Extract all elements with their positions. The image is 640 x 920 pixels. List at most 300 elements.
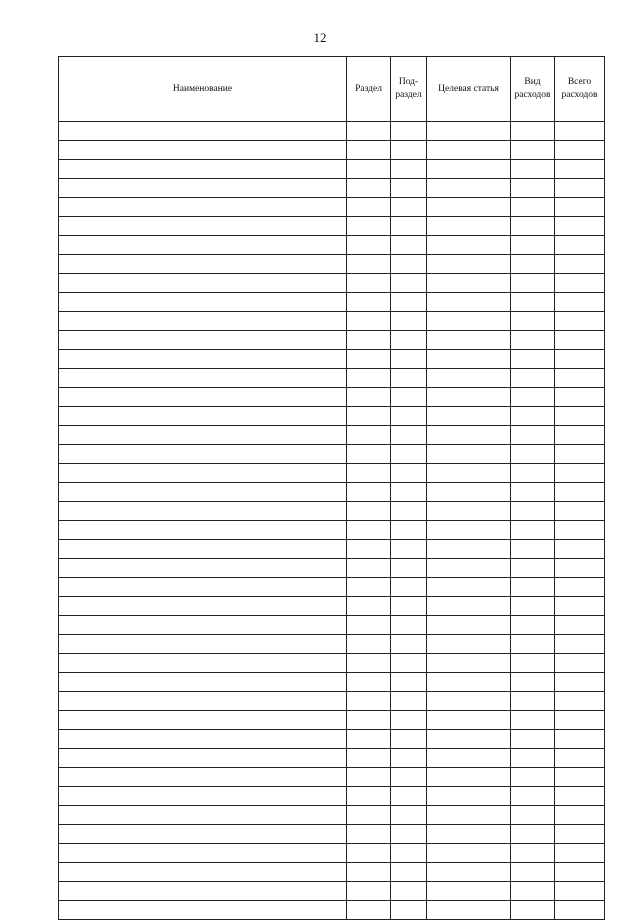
table-cell: [59, 901, 347, 920]
table-cell: [347, 559, 391, 578]
table-cell: [391, 844, 427, 863]
table-row: [59, 787, 605, 806]
table-cell: [59, 882, 347, 901]
table-cell: [511, 502, 555, 521]
table-cell: [427, 863, 511, 882]
table-cell: [555, 217, 605, 236]
table-row: [59, 901, 605, 920]
table-row: [59, 464, 605, 483]
table-cell: [347, 635, 391, 654]
table-cell: [391, 635, 427, 654]
table-cell: [511, 122, 555, 141]
table-row: [59, 236, 605, 255]
table-cell: [427, 464, 511, 483]
table-cell: [555, 844, 605, 863]
table-cell: [391, 578, 427, 597]
table-cell: [511, 616, 555, 635]
table-cell: [347, 236, 391, 255]
header-target-item: Целевая статья: [427, 57, 511, 122]
table-cell: [391, 559, 427, 578]
table-cell: [511, 521, 555, 540]
table-cell: [59, 426, 347, 445]
table-cell: [391, 236, 427, 255]
table-cell: [555, 141, 605, 160]
table-cell: [427, 635, 511, 654]
table-cell: [59, 141, 347, 160]
table-cell: [511, 597, 555, 616]
table-cell: [427, 236, 511, 255]
table-cell: [427, 274, 511, 293]
table-cell: [391, 673, 427, 692]
table-cell: [555, 749, 605, 768]
table-cell: [427, 616, 511, 635]
table-cell: [555, 388, 605, 407]
table-cell: [427, 293, 511, 312]
table-cell: [347, 616, 391, 635]
table-cell: [391, 521, 427, 540]
table-cell: [427, 350, 511, 369]
table-cell: [555, 293, 605, 312]
table-row: [59, 274, 605, 293]
table-cell: [511, 445, 555, 464]
table-cell: [427, 445, 511, 464]
table-cell: [427, 806, 511, 825]
table-cell: [347, 673, 391, 692]
table-cell: [427, 768, 511, 787]
table-cell: [347, 483, 391, 502]
table-row: [59, 312, 605, 331]
table-cell: [59, 445, 347, 464]
table-cell: [511, 426, 555, 445]
table-cell: [59, 673, 347, 692]
table-cell: [347, 293, 391, 312]
table-cell: [427, 597, 511, 616]
table-cell: [555, 426, 605, 445]
table-cell: [555, 578, 605, 597]
table-cell: [391, 901, 427, 920]
table-row: [59, 502, 605, 521]
table-header-row: [59, 57, 605, 122]
table-cell: [347, 445, 391, 464]
table-row: [59, 198, 605, 217]
table-cell: [427, 730, 511, 749]
table-cell: [511, 635, 555, 654]
table-cell: [511, 692, 555, 711]
table-cell: [555, 331, 605, 350]
table-cell: [511, 730, 555, 749]
table-cell: [391, 274, 427, 293]
table-cell: [511, 217, 555, 236]
table-cell: [59, 578, 347, 597]
table-cell: [347, 179, 391, 198]
table-cell: [391, 616, 427, 635]
table-cell: [511, 654, 555, 673]
table-cell: [59, 730, 347, 749]
table-cell: [347, 597, 391, 616]
table-row: [59, 122, 605, 141]
table-cell: [59, 331, 347, 350]
table-cell: [427, 407, 511, 426]
budget-table: [58, 56, 605, 920]
table-row: [59, 217, 605, 236]
table-cell: [59, 616, 347, 635]
table-cell: [347, 388, 391, 407]
table-cell: [511, 388, 555, 407]
table-cell: [555, 407, 605, 426]
header-expense-type: Вид расходов: [511, 57, 555, 122]
table-cell: [391, 369, 427, 388]
table-row: [59, 863, 605, 882]
table-cell: [555, 122, 605, 141]
table-cell: [347, 122, 391, 141]
table-cell: [555, 255, 605, 274]
table-cell: [427, 502, 511, 521]
table-cell: [555, 483, 605, 502]
table-cell: [59, 236, 347, 255]
table-cell: [427, 787, 511, 806]
table-cell: [427, 179, 511, 198]
table-cell: [555, 863, 605, 882]
table-cell: [427, 901, 511, 920]
table-cell: [347, 312, 391, 331]
table-cell: [391, 426, 427, 445]
table-cell: [59, 217, 347, 236]
table-cell: [59, 198, 347, 217]
table-cell: [555, 825, 605, 844]
table-row: [59, 749, 605, 768]
table-cell: [511, 274, 555, 293]
table-cell: [427, 160, 511, 179]
table-cell: [555, 692, 605, 711]
table-cell: [427, 692, 511, 711]
table-cell: [391, 331, 427, 350]
table-cell: [59, 293, 347, 312]
header-section: Раздел: [347, 57, 391, 122]
table-cell: [555, 635, 605, 654]
table-cell: [511, 141, 555, 160]
table-row: [59, 141, 605, 160]
header-subsection: Под-раздел: [391, 57, 427, 122]
table-cell: [391, 293, 427, 312]
table-cell: [347, 464, 391, 483]
table-cell: [511, 350, 555, 369]
table-row: [59, 483, 605, 502]
table-cell: [511, 293, 555, 312]
table-cell: [391, 464, 427, 483]
table-cell: [511, 312, 555, 331]
table-row: [59, 559, 605, 578]
table-cell: [511, 882, 555, 901]
table-cell: [555, 464, 605, 483]
table-cell: [427, 141, 511, 160]
table-cell: [555, 369, 605, 388]
table-cell: [347, 768, 391, 787]
table-row: [59, 597, 605, 616]
table-row: [59, 635, 605, 654]
table-cell: [427, 521, 511, 540]
table-cell: [59, 749, 347, 768]
table-cell: [511, 863, 555, 882]
table-cell: [59, 635, 347, 654]
table-row: [59, 445, 605, 464]
table-cell: [347, 521, 391, 540]
table-cell: [511, 768, 555, 787]
table-row: [59, 407, 605, 426]
table-cell: [59, 825, 347, 844]
table-cell: [347, 901, 391, 920]
table-cell: [391, 122, 427, 141]
table-cell: [391, 388, 427, 407]
table-cell: [427, 559, 511, 578]
table-cell: [59, 312, 347, 331]
table-row: [59, 331, 605, 350]
table-cell: [391, 768, 427, 787]
table-cell: [511, 711, 555, 730]
table-cell: [427, 426, 511, 445]
table-row: [59, 350, 605, 369]
table-row: [59, 844, 605, 863]
table-cell: [347, 426, 391, 445]
table-cell: [555, 673, 605, 692]
table-cell: [59, 806, 347, 825]
table-cell: [347, 540, 391, 559]
table-cell: [59, 388, 347, 407]
table-row: [59, 730, 605, 749]
table-cell: [391, 597, 427, 616]
table-cell: [555, 540, 605, 559]
table-row: [59, 293, 605, 312]
table-cell: [555, 160, 605, 179]
table-row: [59, 369, 605, 388]
table-cell: [511, 540, 555, 559]
table-row: [59, 616, 605, 635]
table-row: [59, 255, 605, 274]
table-cell: [427, 369, 511, 388]
table-row: [59, 768, 605, 787]
header-total: Всего расходов: [555, 57, 605, 122]
table-row: [59, 388, 605, 407]
page-number: 12: [313, 30, 327, 45]
table-cell: [391, 407, 427, 426]
table-cell: [511, 236, 555, 255]
table-row: [59, 673, 605, 692]
table-cell: [391, 882, 427, 901]
table-row: [59, 160, 605, 179]
table-cell: [59, 122, 347, 141]
table-cell: [347, 711, 391, 730]
table-cell: [555, 179, 605, 198]
table-cell: [555, 654, 605, 673]
table-cell: [59, 483, 347, 502]
table-cell: [555, 521, 605, 540]
table-cell: [347, 749, 391, 768]
table-cell: [555, 312, 605, 331]
table-cell: [427, 749, 511, 768]
table-cell: [347, 882, 391, 901]
table-cell: [511, 179, 555, 198]
table-row: [59, 578, 605, 597]
table-cell: [511, 749, 555, 768]
table-cell: [555, 198, 605, 217]
table-cell: [427, 578, 511, 597]
table-row: [59, 806, 605, 825]
table-cell: [59, 407, 347, 426]
table-cell: [555, 559, 605, 578]
table-cell: [391, 198, 427, 217]
table-cell: [555, 882, 605, 901]
table-cell: [347, 350, 391, 369]
table-cell: [427, 540, 511, 559]
table-cell: [59, 502, 347, 521]
table-cell: [427, 331, 511, 350]
table-cell: [555, 711, 605, 730]
table-cell: [347, 217, 391, 236]
table-cell: [59, 160, 347, 179]
table-cell: [511, 160, 555, 179]
table-cell: [347, 692, 391, 711]
table-cell: [511, 407, 555, 426]
table-row: [59, 179, 605, 198]
table-cell: [427, 388, 511, 407]
table-cell: [427, 882, 511, 901]
table-cell: [511, 331, 555, 350]
table-cell: [511, 844, 555, 863]
table-cell: [511, 255, 555, 274]
table-cell: [347, 198, 391, 217]
table-cell: [427, 122, 511, 141]
table-cell: [59, 179, 347, 198]
table-cell: [347, 825, 391, 844]
table-cell: [59, 369, 347, 388]
table-cell: [555, 445, 605, 464]
table-cell: [391, 692, 427, 711]
table-cell: [347, 274, 391, 293]
table-row: [59, 540, 605, 559]
table-cell: [391, 825, 427, 844]
table-cell: [59, 692, 347, 711]
table-cell: [391, 445, 427, 464]
table-cell: [511, 483, 555, 502]
table-row: [59, 711, 605, 730]
table-cell: [347, 654, 391, 673]
table-cell: [555, 787, 605, 806]
table-cell: [555, 806, 605, 825]
table-cell: [427, 825, 511, 844]
table-cell: [391, 141, 427, 160]
table-cell: [427, 255, 511, 274]
table-cell: [427, 198, 511, 217]
table-cell: [59, 464, 347, 483]
table-cell: [511, 198, 555, 217]
table-cell: [391, 350, 427, 369]
table-cell: [427, 711, 511, 730]
table-cell: [555, 274, 605, 293]
table-cell: [347, 806, 391, 825]
table-cell: [511, 464, 555, 483]
table-cell: [511, 825, 555, 844]
table-row: [59, 882, 605, 901]
header-name: Наименование: [59, 57, 347, 122]
table-cell: [59, 350, 347, 369]
table-cell: [59, 521, 347, 540]
table-cell: [347, 844, 391, 863]
table-cell: [391, 730, 427, 749]
table-cell: [59, 768, 347, 787]
table-cell: [59, 597, 347, 616]
table-cell: [391, 255, 427, 274]
table-cell: [391, 787, 427, 806]
table-cell: [347, 502, 391, 521]
table-cell: [59, 654, 347, 673]
table-cell: [391, 483, 427, 502]
table-cell: [347, 407, 391, 426]
table-cell: [347, 255, 391, 274]
table-cell: [59, 559, 347, 578]
table-cell: [427, 217, 511, 236]
table-cell: [391, 863, 427, 882]
table-cell: [391, 711, 427, 730]
table-row: [59, 825, 605, 844]
table-cell: [391, 179, 427, 198]
table-cell: [347, 331, 391, 350]
table-cell: [511, 369, 555, 388]
table-cell: [555, 901, 605, 920]
table-row: [59, 521, 605, 540]
table-cell: [347, 369, 391, 388]
table-cell: [59, 844, 347, 863]
table-cell: [391, 654, 427, 673]
table-cell: [347, 141, 391, 160]
table-cell: [391, 217, 427, 236]
table-cell: [347, 160, 391, 179]
table-row: [59, 654, 605, 673]
table-cell: [347, 578, 391, 597]
table-cell: [347, 787, 391, 806]
table-cell: [427, 673, 511, 692]
table-cell: [391, 806, 427, 825]
table-cell: [391, 540, 427, 559]
table-cell: [59, 540, 347, 559]
table-cell: [391, 312, 427, 331]
table-cell: [59, 787, 347, 806]
table-cell: [555, 350, 605, 369]
table-cell: [59, 274, 347, 293]
table-cell: [391, 160, 427, 179]
table-cell: [427, 654, 511, 673]
table-body: [59, 122, 605, 920]
table-cell: [59, 711, 347, 730]
table-cell: [555, 730, 605, 749]
table-cell: [555, 597, 605, 616]
table-cell: [555, 616, 605, 635]
table-cell: [555, 236, 605, 255]
table-cell: [427, 483, 511, 502]
table-cell: [347, 730, 391, 749]
table-cell: [511, 673, 555, 692]
table-cell: [427, 844, 511, 863]
table-cell: [511, 901, 555, 920]
table-cell: [391, 502, 427, 521]
table-cell: [511, 787, 555, 806]
table-cell: [511, 578, 555, 597]
table-cell: [427, 312, 511, 331]
table-cell: [511, 559, 555, 578]
table-row: [59, 692, 605, 711]
table-cell: [555, 768, 605, 787]
table-cell: [511, 806, 555, 825]
table-cell: [347, 863, 391, 882]
table-row: [59, 426, 605, 445]
